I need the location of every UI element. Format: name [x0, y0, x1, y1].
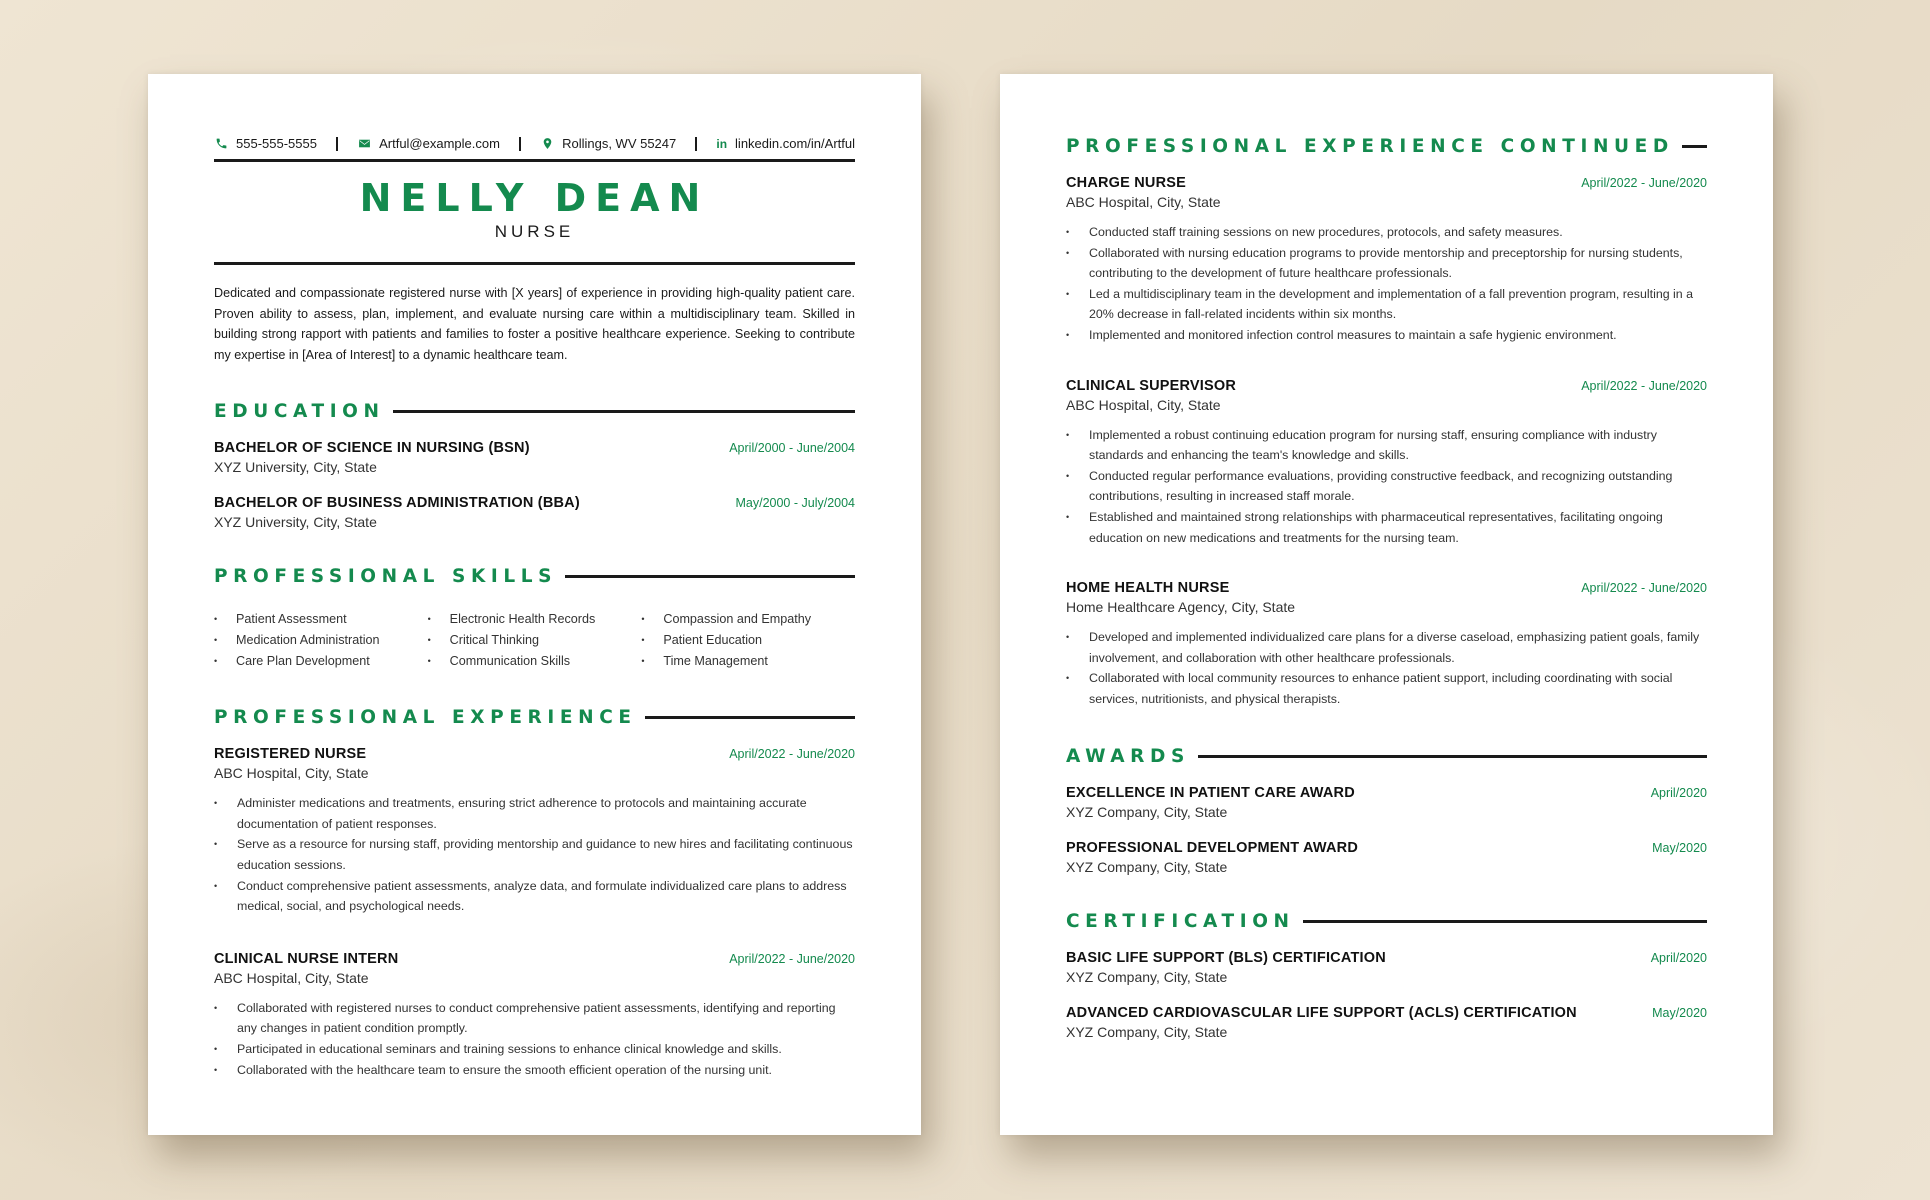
section-title: EDUCATION — [214, 401, 385, 423]
job-title: REGISTERED NURSE — [214, 746, 367, 763]
section-title: AWARDS — [1066, 745, 1190, 767]
education-section-header — [214, 401, 855, 422]
job-title: CHARGE NURSE — [1066, 175, 1187, 191]
contact-location — [540, 136, 676, 151]
duty-item: • Implemented and monitored infection control measures to maintain a safe hygienic environment. — [1066, 325, 1707, 346]
skill-item: • Patient Education — [641, 630, 855, 651]
job-title: HOME HEALTH NURSE — [1066, 580, 1230, 597]
skill-item: • Critical Thinking — [428, 630, 642, 651]
award-item — [1066, 785, 1707, 820]
award-date: May/2020 — [1652, 840, 1707, 855]
experience-item — [214, 951, 855, 1080]
envelope-icon — [357, 137, 371, 151]
section-title: PROFESSIONAL SKILLS — [214, 566, 558, 588]
employer: ABC Hospital, City, State — [1066, 396, 1221, 413]
employer: Home Healthcare Agency, City, State — [1066, 599, 1296, 616]
duties-list — [214, 998, 855, 1080]
certification-org: XYZ Company, City, State — [1066, 1023, 1228, 1040]
duty-item: • Collaborated with registered nurses to conduct comprehensive patient assessments, identifying and reporting any changes in patient condition promptly. — [214, 998, 855, 1039]
date-range: April/2022 - June/2020 — [1581, 176, 1707, 190]
skill-item: • Medication Administration — [214, 630, 428, 651]
summary-paragraph: Dedicated and compassionate registered nurse with [X years] of experience in providing high-quality patient care. Proven ability to assess, plan, implement, and evaluate nursing care within a multidisciplinary team. Skilled in building strong rapport with patients and families to foster a positive healthcare experience. Seeking to contribute my expertise in [Area of Interest] to a dynamic healthcare team. — [214, 286, 855, 362]
contact-linkedin[interactable] — [716, 136, 855, 151]
date-range: April/2022 - June/2020 — [729, 951, 855, 966]
section-divider — [393, 410, 855, 413]
email-text[interactable]: Artful@example.com — [379, 136, 500, 151]
linkedin-text[interactable]: linkedin.com/in/Artful — [735, 136, 855, 151]
degree-title: BACHELOR OF SCIENCE IN NURSING (BSN) — [214, 440, 530, 457]
section-title: PROFESSIONAL EXPERIENCE — [214, 707, 637, 729]
section-divider — [565, 575, 855, 578]
employer: ABC Hospital, City, State — [214, 765, 369, 782]
duty-item: • Serve as a resource for nursing staff, providing mentorship and guidance to new hires and facilitating continuous education sessions. — [214, 834, 855, 875]
duty-item: • Developed and implemented individualized care plans for a diverse caseload, emphasizing patient goals, family involvement, and collaboration with other healthcare professionals. — [1066, 627, 1707, 668]
certification-name: ADVANCED CARDIOVASCULAR LIFE SUPPORT (ACLS) CERTIFICATION — [1066, 1004, 1577, 1021]
skill-item: • Electronic Health Records — [428, 609, 642, 630]
date-range: April/2022 - June/2020 — [729, 747, 855, 762]
contact-divider — [695, 137, 697, 151]
awards-section-header — [1066, 746, 1707, 767]
linkedin-icon: in — [716, 136, 728, 151]
skills-column — [214, 609, 428, 671]
duty-item: • Implemented a robust continuing education program for nursing staff, ensuring compliance with industry standards and enhancing the team's knowledge and skills. — [1066, 425, 1707, 466]
job-title: CLINICAL NURSE INTERN — [214, 950, 399, 967]
skills-section-header — [214, 566, 855, 587]
duties-list — [1066, 222, 1707, 346]
skill-item: • Patient Assessment — [214, 609, 428, 630]
award-name: PROFESSIONAL DEVELOPMENT AWARD — [1066, 839, 1358, 856]
experience-item — [1066, 580, 1707, 709]
experience-continued-section-header — [1066, 136, 1707, 157]
section-divider — [645, 716, 855, 719]
duty-item: • Established and maintained strong relationships with pharmaceutical representatives, facilitating ongoing education on new medications and treatments for the nursing team. — [1066, 507, 1707, 548]
certification-org: XYZ Company, City, State — [1066, 968, 1228, 985]
duties-list — [214, 793, 855, 917]
award-date: April/2020 — [1650, 785, 1707, 800]
section-divider — [1198, 755, 1707, 758]
contact-phone — [214, 136, 317, 151]
date-range: April/2022 - June/2020 — [1581, 378, 1707, 393]
section-divider — [1682, 145, 1707, 148]
skill-item: • Communication Skills — [428, 651, 642, 672]
date-range: April/2000 - June/2004 — [729, 441, 855, 456]
location-text: Rollings, WV 55247 — [562, 136, 677, 151]
duty-item: • Collaborated with local community resources to enhance patient support, including coordinating with social services, nutritionists, and physical therapists. — [1066, 668, 1707, 709]
employer: ABC Hospital, City, State — [214, 969, 369, 986]
duties-list — [1066, 425, 1707, 549]
duty-item: • Conducted regular performance evaluations, providing constructive feedback, and recognizing outstanding contributions, resulting in increased staff morale. — [1066, 466, 1707, 507]
section-title: CERTIFICATION — [1066, 910, 1295, 932]
certification-item — [1066, 1005, 1707, 1040]
duty-item: • Collaborated with nursing education programs to provide mentorship and preceptorship for nursing students, contributing to the development of future healthcare professionals. — [1066, 243, 1707, 284]
phone-text: 555-555-5555 — [236, 136, 317, 151]
employer: ABC Hospital, City, State — [1066, 194, 1221, 210]
contact-divider — [336, 137, 338, 151]
skills-column — [428, 609, 642, 671]
experience-item — [214, 746, 855, 917]
experience-item — [1066, 175, 1707, 346]
section-divider — [1303, 920, 1707, 923]
certification-date: May/2020 — [1652, 1005, 1707, 1020]
duty-item: • Led a multidisciplinary team in the development and implementation of a fall prevention program, resulting in a 20% decrease in fall-related incidents within six months. — [1066, 284, 1707, 325]
education-item — [214, 440, 855, 475]
date-range: April/2022 - June/2020 — [1581, 581, 1707, 596]
duty-item: • Collaborated with the healthcare team to ensure the smooth efficient operation of the nursing unit. — [214, 1060, 855, 1081]
resume-page-1 — [148, 74, 921, 1135]
phone-icon — [214, 137, 228, 151]
duty-item: • Conducted staff training sessions on new procedures, protocols, and safety measures. — [1066, 222, 1707, 243]
contact-divider — [519, 137, 521, 151]
award-name: EXCELLENCE IN PATIENT CARE AWARD — [1066, 784, 1355, 801]
certification-item — [1066, 950, 1707, 985]
skill-item: • Time Management — [641, 651, 855, 672]
map-pin-icon — [540, 137, 554, 151]
skill-item: • Compassion and Empathy — [641, 609, 855, 630]
school-name: XYZ University, City, State — [214, 459, 377, 476]
award-org: XYZ Company, City, State — [1066, 803, 1228, 820]
contact-email[interactable] — [357, 136, 500, 151]
award-org: XYZ Company, City, State — [1066, 858, 1228, 875]
certification-date: April/2020 — [1650, 950, 1707, 965]
certification-section-header — [1066, 911, 1707, 932]
duty-item: • Participated in educational seminars and training sessions to enhance clinical knowledge and skills. — [214, 1039, 855, 1060]
job-title: CLINICAL SUPERVISOR — [1066, 377, 1237, 394]
award-item — [1066, 840, 1707, 875]
duties-list — [1066, 627, 1707, 709]
duty-item: • Administer medications and treatments, ensuring strict adherence to protocols and maintaining accurate documentation of patient responses. — [214, 793, 855, 834]
candidate-name: NELLY DEAN — [359, 176, 710, 220]
candidate-title: NURSE — [214, 222, 855, 265]
certification-name: BASIC LIFE SUPPORT (BLS) CERTIFICATION — [1066, 949, 1386, 966]
education-item — [214, 495, 855, 530]
experience-item — [1066, 378, 1707, 549]
section-title: PROFESSIONAL EXPERIENCE CONTINUED — [1066, 136, 1674, 157]
resume-page-2 — [1000, 74, 1773, 1135]
skills-column — [641, 609, 855, 671]
contact-bar — [214, 136, 855, 162]
experience-section-header — [214, 707, 855, 728]
skill-item: • Care Plan Development — [214, 651, 428, 672]
date-range: May/2000 - July/2004 — [735, 496, 855, 511]
skills-list — [214, 609, 855, 671]
degree-title: BACHELOR OF BUSINESS ADMINISTRATION (BBA) — [214, 495, 580, 512]
school-name: XYZ University, City, State — [214, 514, 377, 531]
duty-item: • Conduct comprehensive patient assessments, analyze data, and formulate individualized care plans to address medical, social, and psychological needs. — [214, 876, 855, 917]
